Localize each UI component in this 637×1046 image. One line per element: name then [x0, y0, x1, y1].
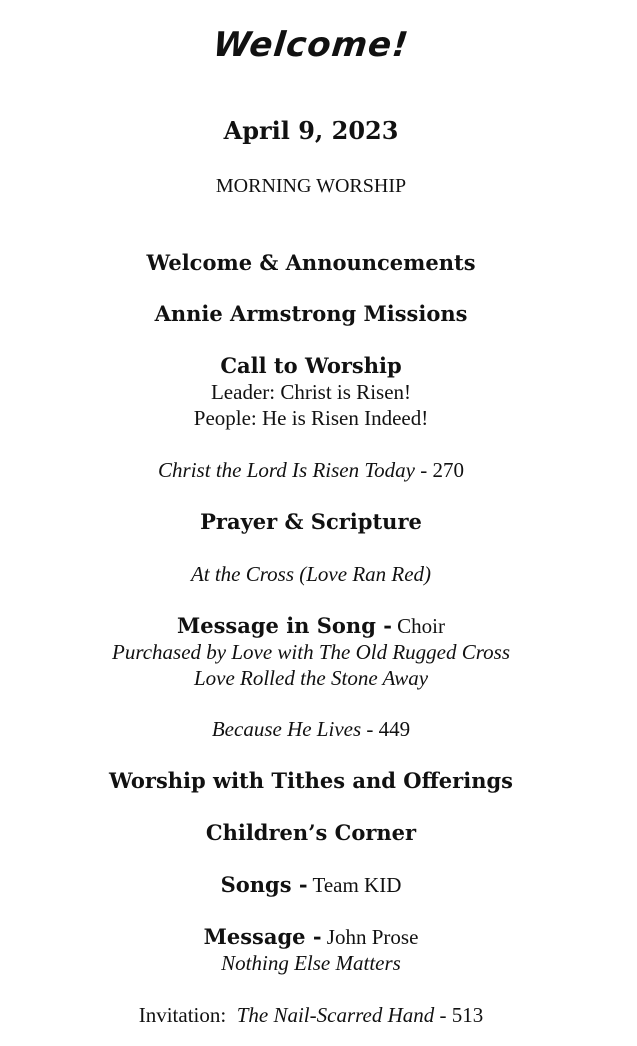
message-in-song-performer: Choir	[391, 614, 445, 638]
call-to-worship-leader: Leader: Christ is Risen!	[210, 380, 412, 404]
message-subtitle: Nothing Else Matters	[221, 951, 401, 975]
item-annie-armstrong: Annie Armstrong Missions	[154, 301, 468, 326]
songs-performer: Team KID	[307, 873, 402, 897]
item-songs	[0, 872, 622, 898]
welcome-heading: Welcome!	[211, 25, 411, 65]
hymn-title: Because He Lives	[211, 717, 362, 741]
songs-title: Songs -	[220, 872, 308, 897]
service-name: MORNING WORSHIP	[215, 175, 407, 197]
message-title: Message -	[203, 924, 322, 949]
choir-song-2: Love Rolled the Stone Away	[193, 666, 429, 690]
hymn-because-he-lives	[0, 716, 622, 742]
item-prayer-scripture: Prayer & Scripture	[200, 509, 422, 534]
service-date: April 9, 2023	[223, 116, 399, 145]
call-to-worship-people: People: He is Risen Indeed!	[193, 406, 429, 430]
invitation-hymn-number: - 513	[434, 1003, 484, 1027]
item-worship-tithes: Worship with Tithes and Offerings	[109, 768, 513, 793]
choir-song-1: Purchased by Love with The Old Rugged Cross	[112, 640, 510, 664]
message-in-song	[0, 613, 622, 639]
item-welcome-announcements: Welcome & Announcements	[146, 250, 476, 275]
hymn-number: - 449	[361, 717, 411, 741]
message-speaker: John Prose	[321, 925, 419, 949]
call-to-worship-title: Call to Worship	[220, 353, 402, 378]
item-message	[0, 924, 622, 950]
item-childrens-corner: Children’s Corner	[205, 820, 417, 845]
item-invitation	[0, 1002, 622, 1028]
hymn-title: Christ the Lord Is Risen Today	[158, 458, 415, 482]
invitation-label: Invitation:	[138, 1003, 237, 1027]
hymn-christ-the-lord	[0, 457, 622, 483]
message-in-song-title: Message in Song -	[176, 613, 392, 638]
invitation-hymn-title: The Nail-Scarred Hand	[236, 1003, 435, 1027]
song-at-the-cross: At the Cross (Love Ran Red)	[190, 562, 432, 586]
hymn-number: - 270	[414, 458, 464, 482]
